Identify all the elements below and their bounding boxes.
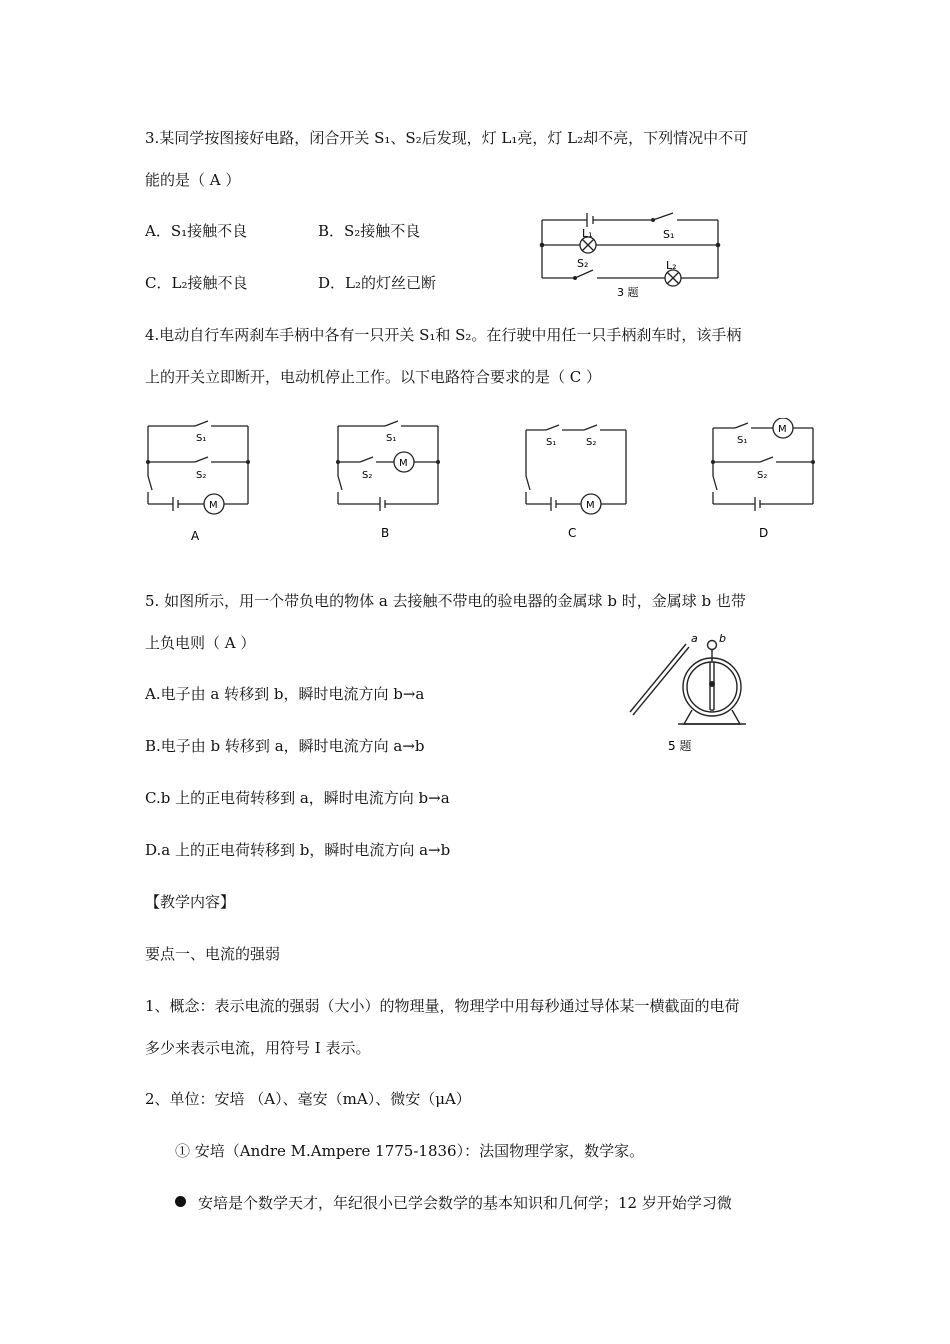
q4-figure-c xyxy=(518,418,633,546)
q3-label-l1: L₁ xyxy=(582,227,593,240)
q3-option-b: B．S₂接触不良 xyxy=(318,222,421,240)
q5-label-a: a xyxy=(691,632,698,645)
q4b-motor-label: M xyxy=(399,458,408,469)
q4a-s2-label: S₂ xyxy=(196,470,207,481)
q3-circuit-figure xyxy=(535,208,730,300)
ampere-intro: ① 安培（Andre M.Ampere 1775-1836）：法国物理学家，数学家。 xyxy=(175,1142,645,1160)
q4b-s1-label: S₁ xyxy=(386,433,397,444)
q3-option-d: D．L₂的灯丝已断 xyxy=(318,274,437,292)
q4d-s1-label: S₁ xyxy=(737,435,748,446)
q5-option-b: B.电子由 b 转移到 a，瞬时电流方向 a→b xyxy=(145,737,425,755)
concept-line2: 多少来表示电流，用符号 I 表示。 xyxy=(145,1039,371,1057)
q3-stem-line2: 能的是（ A ） xyxy=(145,171,241,189)
bullet-icon xyxy=(175,1196,186,1207)
q5-option-d: D.a 上的正电荷转移到 b，瞬时电流方向 a→b xyxy=(145,841,451,859)
q3-option-c: C．L₂接触不良 xyxy=(145,274,248,292)
q4d-motor-label: M xyxy=(778,424,787,435)
q4-stem-line2: 上的开关立即断开，电动机停止工作。以下电路符合要求的是（ C ） xyxy=(145,368,602,386)
q4c-caption: C xyxy=(568,526,577,540)
q5-caption: 5 题 xyxy=(668,739,692,753)
q5-stem-line2: 上负电则（ A ） xyxy=(145,634,256,652)
q5-stem-line1: 5. 如图所示，用一个带负电的物体 a 去接触不带电的验电器的金属球 b 时，金属球 b 也带 xyxy=(145,592,746,610)
ampere-bio-text: 安培是个数学天才，年纪很小已学会数学的基本知识和几何学；12 岁开始学习微 xyxy=(198,1194,732,1212)
q5-label-b: b xyxy=(719,632,726,645)
q3-stem-line1: 3.某同学按图接好电路，闭合开关 S₁、S₂后发现，灯 L₁亮，灯 L₂却不亮，下列情况中不可 xyxy=(145,129,749,147)
q5-option-c: C.b 上的正电荷转移到 a，瞬时电流方向 b→a xyxy=(145,789,450,807)
q4-figure-d xyxy=(705,418,820,546)
point1-heading: 要点一、电流的强弱 xyxy=(145,945,281,963)
section-heading: 【教学内容】 xyxy=(145,893,236,911)
q4-figure-a xyxy=(140,418,255,546)
q4-stem-line1: 4.电动自行车两刹车手柄中各有一只开关 S₁和 S₂。在行驶中用任一只手柄刹车时，该手柄 xyxy=(145,326,742,344)
q4-figure-b xyxy=(330,418,445,546)
q3-caption: 3 题 xyxy=(617,286,639,299)
unit-line: 2、单位：安培 （A）、毫安（mA）、微安（μA） xyxy=(145,1090,471,1108)
q4a-s1-label: S₁ xyxy=(196,433,207,444)
q4b-caption: B xyxy=(381,526,390,540)
q3-label-l2: L₂ xyxy=(666,259,677,272)
ampere-bio xyxy=(175,1193,732,1213)
q4c-motor-label: M xyxy=(586,500,595,511)
q4c-s1-label: S₁ xyxy=(546,437,557,448)
q4a-motor-label: M xyxy=(209,500,218,511)
q4d-caption: D xyxy=(759,526,769,540)
q4c-s2-label: S₂ xyxy=(586,437,597,448)
q3-label-s2: S₂ xyxy=(577,257,589,270)
concept-line1: 1、概念：表示电流的强弱（大小）的物理量，物理学中用每秒通过导体某一横截面的电荷 xyxy=(145,997,740,1015)
q5-option-a: A.电子由 a 转移到 b，瞬时电流方向 b→a xyxy=(145,685,425,703)
q4b-s2-label: S₂ xyxy=(362,470,373,481)
q3-label-s1: S₁ xyxy=(663,228,675,241)
q5-electroscope-figure xyxy=(620,632,750,757)
q3-option-a: A．S₁接触不良 xyxy=(145,222,248,240)
q4a-caption: A xyxy=(191,529,200,543)
q4d-s2-label: S₂ xyxy=(757,470,768,481)
